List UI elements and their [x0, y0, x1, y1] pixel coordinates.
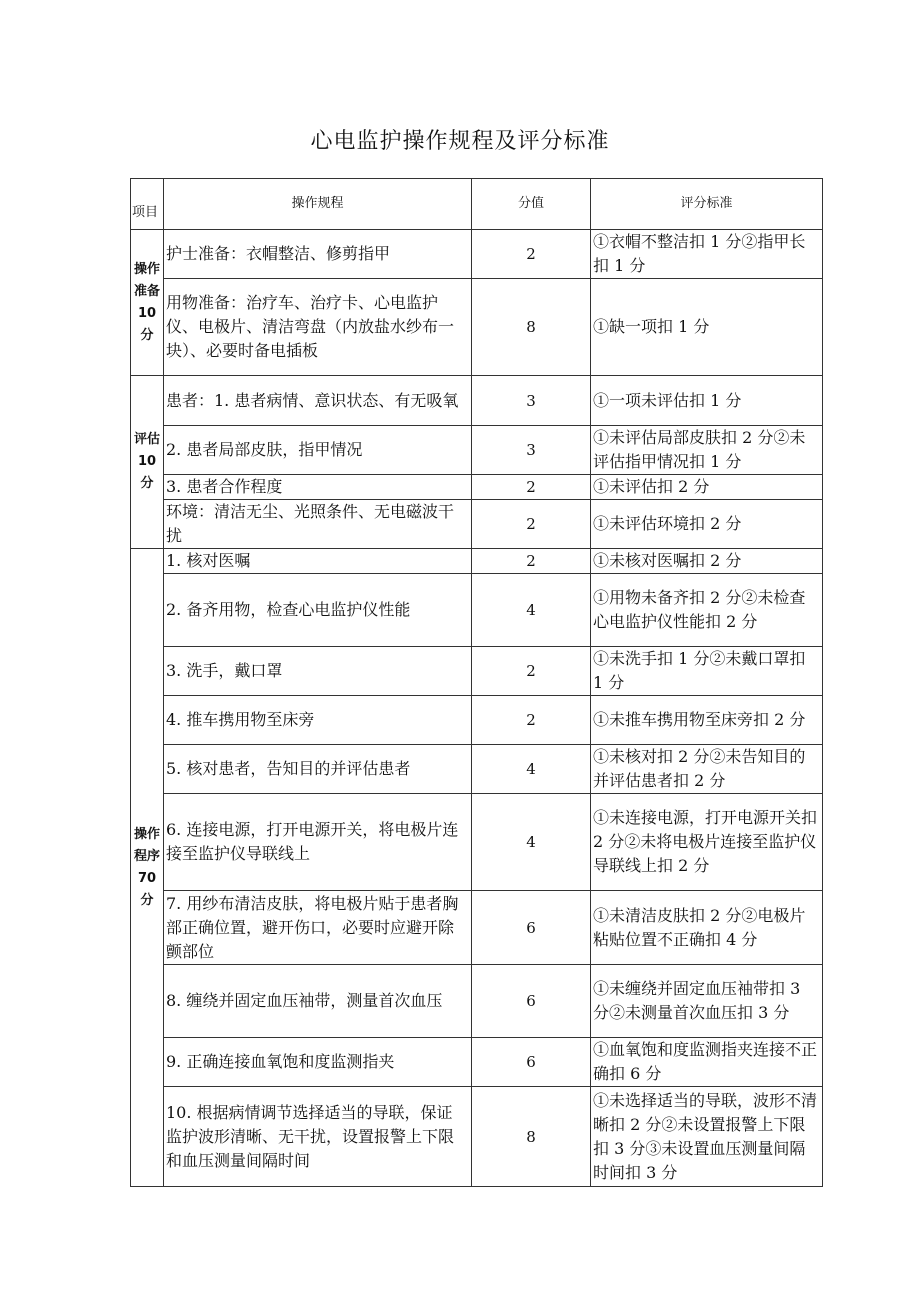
procedure-cell: 9. 正确连接血氧饱和度监测指夹 [164, 1038, 472, 1087]
score-cell: 4 [472, 574, 591, 647]
table-row [131, 500, 823, 549]
score-cell: 6 [472, 1038, 591, 1087]
table-row [131, 574, 823, 647]
score-cell: 2 [472, 500, 591, 549]
criteria-cell: ①未评估局部皮肤扣 2 分②未评估指甲情况扣 1 分 [591, 426, 823, 475]
score-cell: 3 [472, 426, 591, 475]
procedure-cell: 2. 备齐用物，检查心电监护仪性能 [164, 574, 472, 647]
procedure-cell: 1. 核对医嘱 [164, 549, 472, 574]
table-row [131, 647, 823, 696]
criteria-cell: ①未清洁皮肤扣 2 分②电极片粘贴位置不正确扣 4 分 [591, 891, 823, 965]
header-score: 分值 [472, 179, 591, 230]
page-title: 心电监护操作规程及评分标准 [310, 129, 610, 154]
header-item: 项目 [131, 179, 164, 230]
header-procedure: 操作规程 [164, 179, 472, 230]
procedure-cell: 6. 连接电源，打开电源开关，将电极片连接至监护仪导联线上 [164, 794, 472, 891]
score-cell: 2 [472, 549, 591, 574]
table-row [131, 230, 823, 279]
procedure-cell: 3. 洗手，戴口罩 [164, 647, 472, 696]
score-cell: 4 [472, 794, 591, 891]
table-row [131, 965, 823, 1038]
score-cell: 6 [472, 891, 591, 965]
procedure-cell: 7. 用纱布清洁皮肤，将电极片贴于患者胸部正确位置，避开伤口，必要时应避开除颤部位 [164, 891, 472, 965]
procedure-cell: 5. 核对患者，告知目的并评估患者 [164, 745, 472, 794]
criteria-cell: ①未推车携用物至床旁扣 2 分 [591, 696, 823, 745]
category-preparation: 操作准备10分 [131, 230, 164, 376]
table-row [131, 891, 823, 965]
scoring-table [130, 178, 823, 1187]
table-row [131, 279, 823, 376]
table-row [131, 549, 823, 574]
criteria-cell: ①用物未备齐扣 2 分②未检查心电监护仪性能扣 2 分 [591, 574, 823, 647]
procedure-cell: 用物准备：治疗车、治疗卡、心电监护仪、电极片、清洁弯盘（内放盐水纱布一块）、必要时备电插板 [164, 279, 472, 376]
score-cell: 2 [472, 230, 591, 279]
criteria-cell: ①未评估扣 2 分 [591, 475, 823, 500]
table-row [131, 475, 823, 500]
criteria-cell: ①血氧饱和度监测指夹连接不正确扣 6 分 [591, 1038, 823, 1087]
score-cell: 6 [472, 965, 591, 1038]
criteria-cell: ①未连接电源，打开电源开关扣 2 分②未将电极片连接至监护仪导联线上扣 2 分 [591, 794, 823, 891]
table-row [131, 745, 823, 794]
procedure-cell: 2. 患者局部皮肤，指甲情况 [164, 426, 472, 475]
procedure-cell: 10. 根据病情调节选择适当的导联，保证监护波形清晰、无干扰，设置报警上下限和血压测量间隔时间 [164, 1087, 472, 1187]
procedure-cell: 4. 推车携用物至床旁 [164, 696, 472, 745]
criteria-cell: ①未缠绕并固定血压袖带扣 3 分②未测量首次血压扣 3 分 [591, 965, 823, 1038]
table-header-row [131, 179, 823, 230]
criteria-cell: ①未核对医嘱扣 2 分 [591, 549, 823, 574]
criteria-cell: ①衣帽不整洁扣 1 分②指甲长扣 1 分 [591, 230, 823, 279]
criteria-cell: ①未核对扣 2 分②未告知目的并评估患者扣 2 分 [591, 745, 823, 794]
score-cell: 4 [472, 745, 591, 794]
category-procedure: 操作程序70分 [131, 549, 164, 1187]
table-row [131, 1038, 823, 1087]
procedure-cell: 3. 患者合作程度 [164, 475, 472, 500]
criteria-cell: ①缺一项扣 1 分 [591, 279, 823, 376]
criteria-cell: ①未评估环境扣 2 分 [591, 500, 823, 549]
category-assessment: 评估10分 [131, 376, 164, 549]
score-cell: 2 [472, 696, 591, 745]
table-row [131, 1087, 823, 1187]
procedure-cell: 环境：清洁无尘、光照条件、无电磁波干扰 [164, 500, 472, 549]
criteria-cell: ①未选择适当的导联，波形不清晰扣 2 分②未设置报警上下限扣 3 分③未设置血压测量间隔时间扣 3 分 [591, 1087, 823, 1187]
header-criteria: 评分标准 [591, 179, 823, 230]
score-cell: 2 [472, 647, 591, 696]
criteria-cell: ①一项未评估扣 1 分 [591, 376, 823, 426]
criteria-cell: ①未洗手扣 1 分②未戴口罩扣 1 分 [591, 647, 823, 696]
table-row [131, 426, 823, 475]
table-row [131, 794, 823, 891]
procedure-cell: 护士准备：衣帽整洁、修剪指甲 [164, 230, 472, 279]
procedure-cell: 8. 缠绕并固定血压袖带，测量首次血压 [164, 965, 472, 1038]
score-cell: 3 [472, 376, 591, 426]
procedure-cell: 患者：1. 患者病情、意识状态、有无吸氧 [164, 376, 472, 426]
score-cell: 8 [472, 279, 591, 376]
table-row [131, 376, 823, 426]
score-cell: 2 [472, 475, 591, 500]
table-row [131, 696, 823, 745]
score-cell: 8 [472, 1087, 591, 1187]
